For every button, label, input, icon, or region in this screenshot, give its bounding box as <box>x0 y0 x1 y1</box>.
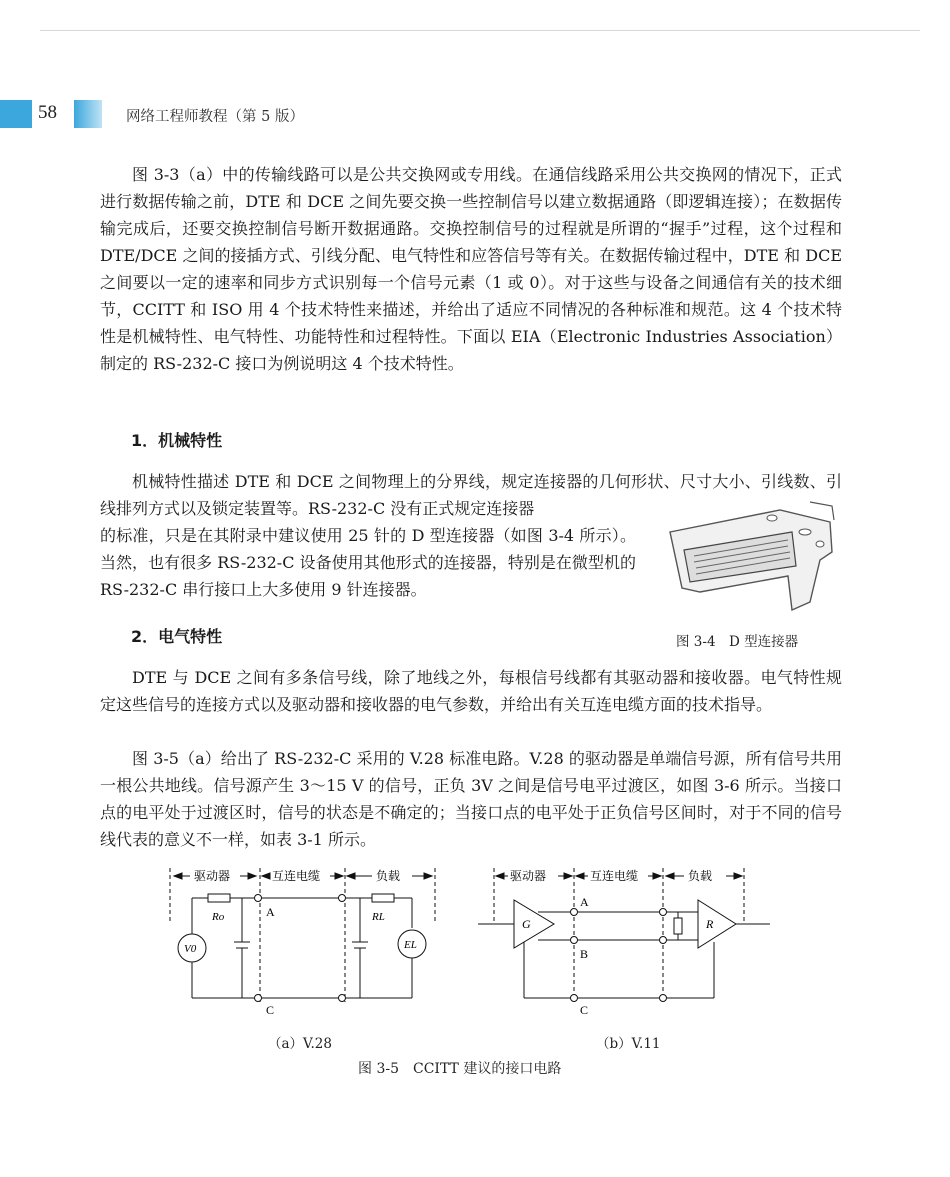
label-node-a-a: A <box>266 905 275 919</box>
label-cable-a: 互连电缆 <box>272 869 321 883</box>
figure-3-5-caption: 图 3-5 CCITT 建议的接口电路 <box>358 1061 562 1077</box>
heading-electrical: 2．电气特性 <box>131 627 223 646</box>
paragraph-mechanical-b: 的标准，只是在其附录中建议使用 25 针的 D 型连接器（如图 3-4 所示）。当然，也有很多 RS-232-C 设备使用其他形式的连接器，特别是在微型机的 RS-232-C 串行接口上大多使用 9 针连接器。 <box>100 526 636 599</box>
subcaption-v28: （a）V.28 <box>268 1036 332 1052</box>
figure-v28-circuit <box>150 862 450 1022</box>
page-number: 58 <box>38 102 57 123</box>
paragraph-electrical: DTE 与 DCE 之间有多条信号线，除了地线之外，每根信号线都有其驱动器和接收器。电气特性规定这些信号的连接方式以及驱动器和接收器的电气参数，并给出有关互连电缆方面的技术指导。 <box>100 668 842 714</box>
label-r: R <box>706 917 714 931</box>
paragraph-v28: 图 3-5（a）给出了 RS-232-C 采用的 V.28 标准电路。V.28 的驱动器是单端信号源，所有信号共用一根公共地线。信号源产生 3～15 V 的信号，正负 3V 之间是信号电平过渡区，如图 3-6 所示。当接口点的电平处于过渡区时，信号的状态是不确定的；当接口点的电平处于正负信号区间时，对于不同的信号线代表的意义不一样，如表 3-1 所示。 <box>100 749 842 849</box>
book-title: 网络工程师教程（第 5 版） <box>126 109 304 125</box>
paragraph-intro: 图 3-3（a）中的传输线路可以是公共交换网或专用线。在通信线路采用公共交换网的情况下，正式进行数据传输之前，DTE 和 DCE 之间先要交换一些控制信号以建立数据通路（即逻辑连接）；在数据传输完成后，还要交换控制信号断开数据通路。交换控制信号的过程就是所谓的“握手”过程，这个过程和 DTE/DCE 之间的接插方式、引线分配、电气特性和应答信号等有关。在数据传输过程中，DTE 和 DCE 之间要以一定的速率和同步方式识别每一个信号元素（1 或 0）。对于这些与设备之间通信有关的技术细节，CCITT 和 ISO 用 4 个技术特性来描述，并给出了适应不同情况的各种标准和规范。这 4 个技术特性是机械特性、电气特性、功能特性和过程特性。下面以 EIA（Electronic Industries Association）制定的 RS-232-C 接口为例说明这 4 个技术特性。 <box>100 165 842 373</box>
label-node-c-a: C <box>266 1003 275 1017</box>
heading-mechanical: 1．机械特性 <box>131 431 223 450</box>
top-rule <box>40 30 920 31</box>
label-ro: Ro <box>212 911 225 923</box>
header-tab-left <box>0 100 32 128</box>
figure-3-4-caption: 图 3-4 D 型连接器 <box>676 634 799 650</box>
figure-v11-circuit <box>478 862 778 1022</box>
label-driver-a: 驱动器 <box>194 869 231 883</box>
header-tab-right <box>74 100 102 128</box>
label-el: EL <box>404 939 417 951</box>
subcaption-v11: （b）V.11 <box>596 1036 661 1052</box>
label-cable-b: 互连电缆 <box>590 869 639 883</box>
paragraph-mechanical-a: 机械特性描述 DTE 和 DCE 之间物理上的分界线，规定连接器的几何形状、尺寸大小、引线数、引线排列方式以及锁定装置等。RS-232-C 没有正式规定连接器 <box>100 472 842 518</box>
label-load-b: 负载 <box>688 869 713 883</box>
label-v0: V0 <box>184 943 197 955</box>
label-node-a-b: A <box>580 895 589 909</box>
label-driver-b: 驱动器 <box>510 869 547 883</box>
d-connector-figure <box>660 492 840 622</box>
label-load-a: 负载 <box>376 869 401 883</box>
label-rl: RL <box>372 911 385 923</box>
label-g: G <box>522 917 531 931</box>
label-node-c-b: C <box>580 1003 589 1017</box>
label-node-b-b: B <box>580 947 589 961</box>
page-header <box>0 96 950 136</box>
